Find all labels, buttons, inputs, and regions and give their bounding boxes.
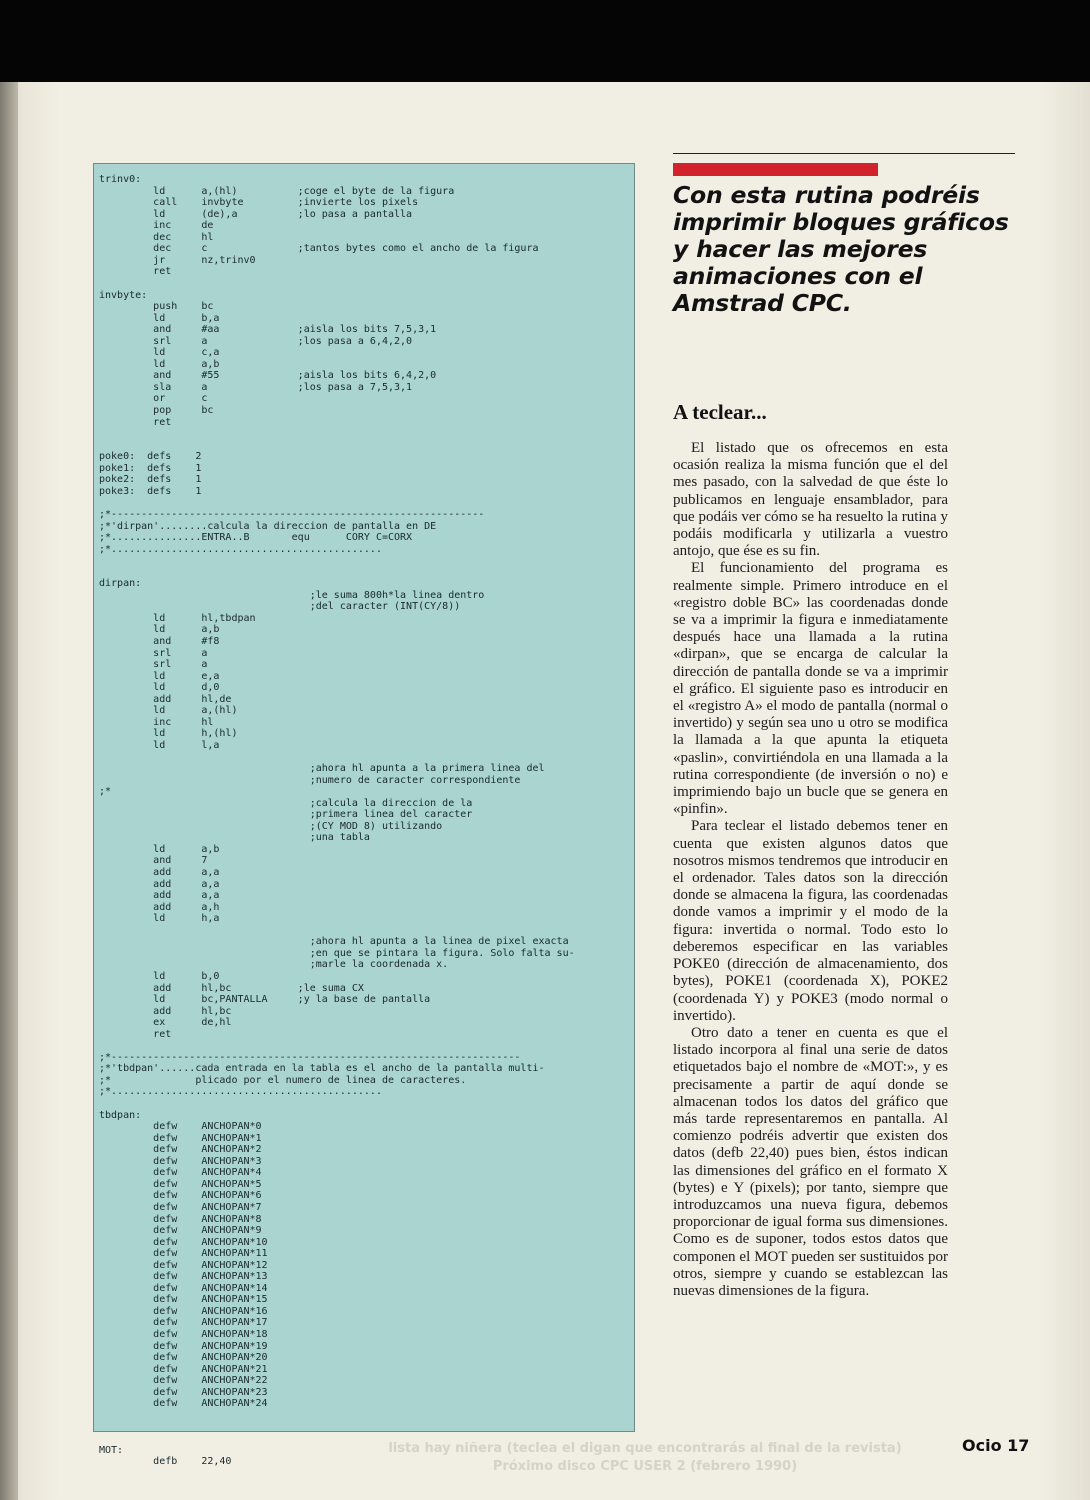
code-line: defw ANCHOPAN*0	[99, 1121, 262, 1133]
code-line: srl a	[99, 647, 208, 659]
code-line: ld e,a	[99, 670, 220, 682]
code-line: defw ANCHOPAN*23	[99, 1386, 268, 1398]
code-line: trinv0:	[99, 174, 142, 185]
code-line: call invbyte ;invierte los pixels	[99, 197, 419, 209]
code-line: ;ahora hl apunta a la primera linea del	[99, 763, 545, 775]
code-line: defw ANCHOPAN*19	[99, 1340, 268, 1352]
code-line: and #aa ;aisla los bits 7,5,3,1	[99, 324, 437, 336]
code-line: ld b,a	[99, 312, 220, 324]
code-line: ld a,(hl)	[99, 705, 238, 717]
article-body	[673, 440, 948, 1300]
code-line: defw ANCHOPAN*11	[99, 1248, 268, 1260]
code-line: ;en que se pintara la figura. Solo falta su-	[99, 947, 575, 959]
code-line: and #f8	[99, 636, 220, 647]
code-line: defw ANCHOPAN*12	[99, 1259, 268, 1271]
code-line: defw ANCHOPAN*5	[99, 1178, 262, 1190]
code-line: ex de,hl	[99, 1017, 232, 1029]
code-line: ;*--------------------------------------------------------------	[99, 508, 485, 520]
code-line: ;ahora hl apunta a la linea de pixel exacta	[99, 936, 569, 948]
code-line: sla a ;los pasa a 7,5,3,1	[99, 381, 413, 393]
code-line: ;del caracter (INT(CY/8))	[99, 601, 461, 613]
code-line: defw ANCHOPAN*4	[99, 1167, 262, 1179]
code-line: ld d,0	[99, 682, 220, 694]
code-line: ld b,0	[99, 970, 220, 982]
code-line: ld h,a	[99, 913, 220, 925]
code-line: tbdpan:	[99, 1109, 142, 1121]
code-line: dirpan:	[99, 578, 142, 590]
code-line: defw ANCHOPAN*9	[99, 1225, 262, 1237]
code-line: defw ANCHOPAN*22	[99, 1375, 268, 1387]
code-line: defw ANCHOPAN*10	[99, 1236, 268, 1248]
code-line: ;le suma 800h*la linea dentro	[99, 589, 485, 601]
code-line: ;una tabla	[99, 832, 370, 844]
code-line: ;primera linea del caracter	[99, 809, 473, 821]
code-line: ld a,(hl) ;coge el byte de la figura	[99, 185, 455, 197]
bleed-through-text	[345, 1440, 945, 1476]
scan-top-border	[0, 0, 1090, 82]
code-line: ld l,a	[99, 739, 220, 751]
headline: Con esta rutina podréis imprimir bloques gráficos y hacer las mejores animaciones con el Amstrad CPC.	[673, 181, 1009, 317]
code-listing	[94, 164, 634, 1468]
code-line: ;numero de caracter correspondiente	[99, 774, 521, 786]
paragraph: El funcionamiento del programa es realmente simple. Primero introduce en el «registro doble BC» las coordenadas donde se va a imprimir la figura e inmediatamente después hace una llamada a la rutina «dirpan», que se encarga de calcular la dirección de pantalla donde se va a imprimir el gráfico. El siguiente paso es introducir en el «registro A» el modo de pantalla (normal o invertido) y según sea uno u otro se modifica la llamada a la que apunta la etiqueta «paslin», convirtiéndola en una llamada a la rutina correspondiente (de inversión o no) e imprimiendo bajo un bucle que se genera en «pinfin».	[673, 560, 948, 818]
code-line: defw ANCHOPAN*15	[99, 1294, 268, 1306]
code-line: add a,a	[99, 878, 220, 890]
code-line: defb 22,40	[99, 1456, 232, 1468]
code-line: defw ANCHOPAN*24	[99, 1398, 268, 1410]
code-line: defw ANCHOPAN*16	[99, 1305, 268, 1317]
code-line: and 7	[99, 855, 208, 867]
code-line: ld a,b	[99, 358, 220, 370]
code-line: defw ANCHOPAN*20	[99, 1352, 268, 1364]
code-line: ld a,b	[99, 624, 220, 636]
code-line: ld (de),a ;lo pasa a pantalla	[99, 208, 413, 220]
code-line: defw ANCHOPAN*1	[99, 1132, 262, 1144]
paragraph: Para teclear el listado debemos tener en cuenta que existen algunos datos que nosotros mismos tendremos que introducir en el ordenador. Tales datos son la dirección donde se almacena la figura, las coordenadas donde vamos a imprimir y el modo de la figura: invertida o normal. Todo esto lo deberemos especificar en las variables POKE0 (dirección de almacenamiento, dos bytes), POKE1 (coordenada X), POKE2 (coordenada Y) y POKE3 (modo normal o invertido).	[673, 818, 948, 1024]
code-line: MOT:	[99, 1444, 124, 1456]
code-line: defw ANCHOPAN*3	[99, 1155, 262, 1167]
code-line: add a,a	[99, 867, 220, 878]
code-line: ;*--------------------------------------------------------------------	[99, 1051, 521, 1063]
code-line: ld h,(hl)	[99, 728, 238, 740]
headline-accent-bar	[673, 163, 878, 176]
bleed-through-line: lista hay niñera (teclea el digan que encontrarás al final de la revista)	[388, 1441, 902, 1456]
code-line: ret	[99, 1028, 172, 1040]
headline-rule	[673, 153, 1015, 154]
code-line: dec hl	[99, 231, 214, 243]
code-line: jr nz,trinv0	[99, 254, 256, 266]
code-line: poke0: defs 2	[99, 451, 202, 463]
code-line: ;*	[99, 786, 112, 798]
code-line: inc de	[99, 220, 214, 232]
page-binding-edge	[0, 82, 18, 1500]
code-line: defw ANCHOPAN*8	[99, 1213, 262, 1225]
code-line: ret	[99, 266, 172, 278]
code-line: ld a,b	[99, 843, 220, 855]
code-line: ld c,a	[99, 347, 220, 359]
code-line: ;*.............................................	[99, 1086, 382, 1098]
code-line: ld bc,PANTALLA ;y la base de pantalla	[99, 994, 431, 1006]
code-line: ;*.............................................	[99, 543, 382, 555]
code-line: defw ANCHOPAN*18	[99, 1329, 268, 1340]
code-line: poke3: defs 1	[99, 485, 202, 497]
code-line: add hl,bc	[99, 1005, 232, 1017]
paragraph: El listado que os ofrecemos en esta ocasión realiza la misma función que el del mes pasado, con la salvedad de que éste lo publicamos en lenguaje ensamblador, para que podáis ver cómo se ha resuelto la rutina y podáis modificarla y utilizarla a vuestro antojo, que ése es su fin.	[673, 440, 948, 560]
code-line: srl a ;los pasa a 6,4,2,0	[99, 335, 413, 347]
code-line: pop bc	[99, 405, 214, 416]
code-line: ;* plicado por el numero de linea de caracteres.	[99, 1074, 467, 1086]
code-listing-box	[93, 163, 635, 1468]
code-line: ;(CY MOD 8) utilizando	[99, 820, 443, 832]
code-line: ;*'tbdpan'......cada entrada en la tabla es el ancho de la pantalla multi-	[99, 1063, 545, 1075]
code-line: add a,h	[99, 901, 220, 913]
code-line: defw ANCHOPAN*17	[99, 1317, 268, 1329]
code-line: add hl,de	[99, 693, 232, 705]
code-line: invbyte:	[99, 289, 148, 301]
code-line: defw ANCHOPAN*21	[99, 1363, 268, 1375]
bleed-through-line: Próximo disco CPC USER 2 (febrero 1990)	[492, 1459, 798, 1474]
code-line: defw ANCHOPAN*14	[99, 1282, 268, 1294]
code-line: or c	[99, 393, 208, 405]
code-line: defw ANCHOPAN*7	[99, 1201, 262, 1213]
code-line: defw ANCHOPAN*2	[99, 1144, 262, 1156]
code-line: ld hl,tbdpan	[99, 612, 256, 624]
code-line: ;marle la coordenada x.	[99, 959, 449, 971]
code-line: ret	[99, 416, 172, 428]
code-line: inc hl	[99, 716, 214, 728]
code-line: ;calcula la direccion de la	[99, 797, 473, 809]
code-line: defw ANCHOPAN*6	[99, 1190, 262, 1202]
code-line: poke1: defs 1	[99, 462, 202, 474]
paragraph: Otro dato a tener en cuenta es que el listado incorpora al final una serie de datos etiquetados bajo el nombre de «MOT:», y es precisamente a partir de aquí donde se almacenan todos los datos del gráfico que más tarde representaremos en pantalla. Al comienzo podréis advertir que existen dos datos (defb 22,40) pues bien, éstos indican las dimensiones del gráfico en el formato X (bytes) e Y (pixels); por tanto, siempre que introduzcamos una nueva figura, debemos proporcionar de igual forma sus dimensiones. Como es de suponer, todos estos datos que componen el MOT pueden ser sustituidos por otros, siempre y cuando se establezcan las nuevas dimensiones de la figura.	[673, 1024, 948, 1299]
code-line: defw ANCHOPAN*13	[99, 1271, 268, 1283]
code-line: ;*...............ENTRA..B equ CORY C=CORX	[99, 532, 413, 544]
code-line: push bc	[99, 301, 214, 313]
code-line: add a,a	[99, 890, 220, 902]
code-line: add hl,bc ;le suma CX	[99, 982, 364, 994]
section-title: A teclear...	[673, 400, 767, 424]
page-number: Ocio 17	[962, 1436, 1030, 1455]
code-line: and #55 ;aisla los bits 6,4,2,0	[99, 370, 437, 382]
code-line: dec c ;tantos bytes como el ancho de la figura	[99, 243, 539, 255]
code-line: poke2: defs 1	[99, 474, 202, 486]
code-line: ;*'dirpan'........calcula la direccion de pantalla en DE	[99, 520, 437, 532]
code-line: srl a	[99, 659, 208, 671]
